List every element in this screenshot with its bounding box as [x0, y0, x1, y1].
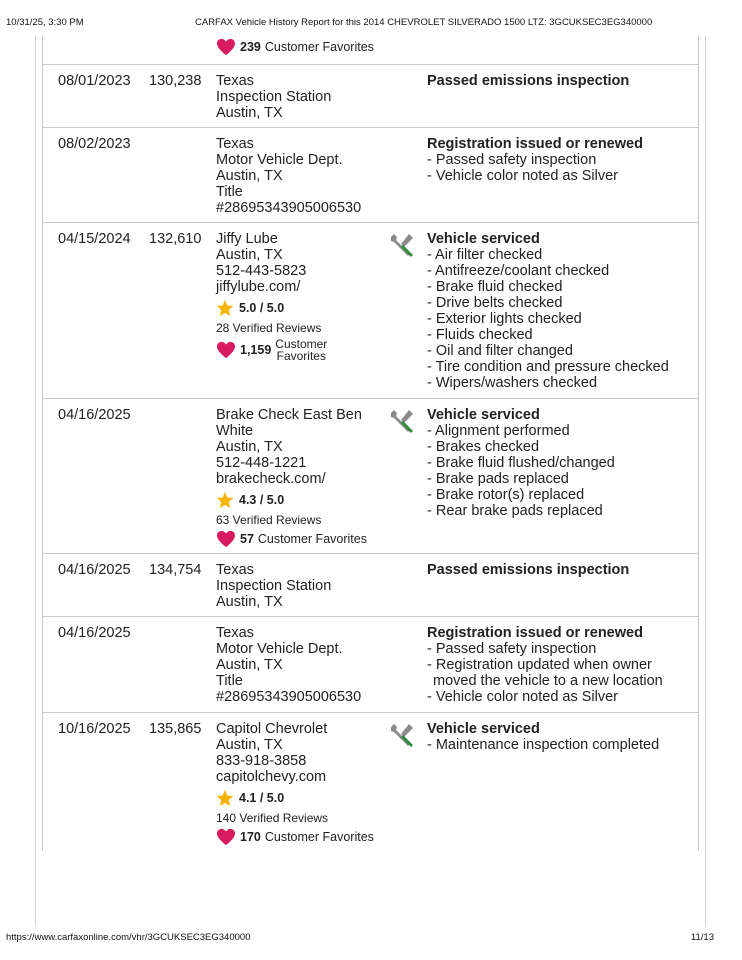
comment-item: - Tire condition and pressure checked	[427, 359, 669, 375]
record-odometer: 134,754	[149, 562, 202, 578]
record-source	[216, 136, 386, 216]
favorites-label: Customer Favorites	[264, 830, 374, 844]
comment-title: Vehicle serviced	[427, 721, 540, 737]
rating-value: 4.1 / 5.0	[239, 791, 285, 805]
top-customer-favorites	[216, 38, 374, 56]
record-date: 04/16/2025	[58, 407, 131, 423]
record-comments	[427, 721, 687, 753]
source-name[interactable]: Brake Check East Ben White	[216, 407, 362, 439]
comment-item: - Drive belts checked	[427, 295, 563, 311]
source-line: Title	[216, 673, 243, 689]
comment-item: - Vehicle color noted as Silver	[427, 689, 619, 705]
comment-item: - Oil and filter changed	[427, 343, 573, 359]
comment-item: - Passed safety inspection	[427, 152, 597, 168]
heart-icon	[216, 38, 236, 56]
comment-item: - Air filter checked	[427, 247, 543, 263]
comment-item: - Vehicle color noted as Silver	[427, 168, 619, 184]
verified-reviews[interactable]: 140 Verified Reviews	[216, 811, 329, 825]
comment-item: - Rear brake pads replaced	[427, 503, 603, 519]
source-line: Austin, TX	[216, 168, 283, 184]
star-icon	[216, 491, 234, 509]
source-line: Austin, TX	[216, 737, 283, 753]
source-line: Inspection Station	[216, 578, 332, 594]
comment-item: - Registration updated when owner moved the vehicle to a new location	[427, 657, 663, 689]
source-website[interactable]: jiffylube.com/	[216, 279, 301, 295]
source-phone: 512-448-1221	[216, 455, 307, 471]
comment-title: Passed emissions inspection	[427, 562, 630, 578]
record-source	[216, 73, 386, 121]
history-record	[43, 64, 698, 127]
source-line: Texas	[216, 136, 254, 152]
verified-reviews[interactable]: 28 Verified Reviews	[216, 321, 322, 335]
heart-icon	[216, 341, 236, 359]
comment-item: - Passed safety inspection	[427, 641, 597, 657]
source-website[interactable]: brakecheck.com/	[216, 471, 326, 487]
source-line: Austin, TX	[216, 594, 283, 610]
favorites-count: 1,159	[240, 343, 272, 357]
rating-value: 4.3 / 5.0	[239, 493, 285, 507]
source-line: #28695343905006530	[216, 689, 362, 705]
comment-item: - Brake fluid checked	[427, 279, 563, 295]
service-tools-icon	[387, 231, 417, 261]
record-comments	[427, 562, 687, 578]
comment-item: - Brake rotor(s) replaced	[427, 487, 585, 503]
heart-icon	[216, 530, 236, 548]
rating	[216, 789, 386, 807]
record-comments	[427, 136, 687, 184]
comment-item: - Wipers/washers checked	[427, 375, 598, 391]
record-date: 10/16/2025	[58, 721, 131, 737]
comment-title: Vehicle serviced	[427, 231, 540, 247]
record-comments	[427, 625, 672, 705]
verified-reviews[interactable]: 63 Verified Reviews	[216, 513, 322, 527]
comment-title: Registration issued or renewed	[427, 625, 643, 641]
source-line: Title	[216, 184, 243, 200]
favorites-label	[275, 338, 327, 362]
source-name[interactable]: Capitol Chevrolet	[216, 721, 328, 737]
star-icon	[216, 789, 234, 807]
report-title: CARFAX Vehicle History Report for this 2014 CHEVROLET SILVERADO 1500 LTZ: 3GCUKSEC3EG340000	[195, 17, 653, 28]
source-line: Texas	[216, 625, 254, 641]
history-record	[43, 222, 698, 398]
history-record	[43, 712, 698, 851]
record-comments	[427, 231, 687, 391]
history-record	[43, 127, 698, 222]
source-line: Austin, TX	[216, 247, 283, 263]
record-date: 04/15/2024	[58, 231, 131, 247]
favorites-label-line: Favorites	[276, 349, 326, 363]
history-record	[43, 398, 698, 553]
record-date: 08/01/2023	[58, 73, 131, 89]
record-source	[216, 231, 386, 362]
favorites-label: Customer Favorites	[264, 40, 374, 54]
history-record	[43, 553, 698, 616]
rating	[216, 299, 386, 317]
service-tools-icon	[387, 721, 417, 751]
record-date: 08/02/2023	[58, 136, 131, 152]
customer-favorites	[216, 338, 386, 362]
record-date: 04/16/2025	[58, 562, 131, 578]
record-date: 04/16/2025	[58, 625, 131, 641]
rating-value: 5.0 / 5.0	[239, 301, 285, 315]
page-frame-right	[705, 36, 706, 926]
source-line: Motor Vehicle Dept.	[216, 152, 343, 168]
comment-item: - Brake fluid flushed/changed	[427, 455, 615, 471]
comment-item: - Alignment performed	[427, 423, 570, 439]
favorites-count: 57	[240, 532, 254, 546]
source-line: Texas	[216, 562, 254, 578]
print-datetime: 10/31/25, 3:30 PM	[6, 17, 84, 28]
customer-favorites	[216, 828, 386, 846]
comment-item: - Maintenance inspection completed	[427, 737, 660, 753]
rating	[216, 491, 376, 509]
source-line: #28695343905006530	[216, 200, 362, 216]
page-url[interactable]: https://www.carfaxonline.com/vhr/3GCUKSEC3EG340000	[6, 932, 251, 943]
record-source	[216, 721, 386, 846]
source-name[interactable]: Jiffy Lube	[216, 231, 278, 247]
source-line: Motor Vehicle Dept.	[216, 641, 343, 657]
source-line: Austin, TX	[216, 657, 283, 673]
record-comments	[427, 73, 687, 89]
source-phone: 833-918-3858	[216, 753, 307, 769]
page-number: 11/13	[690, 932, 714, 943]
record-odometer: 135,865	[149, 721, 202, 737]
source-line: Austin, TX	[216, 439, 283, 455]
comment-item: - Brakes checked	[427, 439, 540, 455]
comment-title: Vehicle serviced	[427, 407, 540, 423]
heart-icon	[216, 828, 236, 846]
page-frame-left	[35, 36, 36, 926]
source-phone: 512-443-5823	[216, 263, 307, 279]
record-comments	[427, 407, 687, 519]
table-border-right	[698, 36, 699, 851]
source-website[interactable]: capitolchevy.com	[216, 769, 327, 785]
star-icon	[216, 299, 234, 317]
favorites-count: 239	[240, 40, 261, 54]
favorites-label-line: Customer	[275, 337, 328, 351]
comment-item: - Antifreeze/coolant checked	[427, 263, 610, 279]
comment-item: - Brake pads replaced	[427, 471, 569, 487]
record-source	[216, 625, 386, 705]
service-tools-icon	[387, 407, 417, 437]
comment-title: Registration issued or renewed	[427, 136, 643, 152]
history-record	[43, 616, 698, 712]
source-line: Inspection Station	[216, 89, 332, 105]
record-odometer: 132,610	[149, 231, 202, 247]
comment-title: Passed emissions inspection	[427, 73, 630, 89]
comment-item: - Exterior lights checked	[427, 311, 582, 327]
record-source	[216, 562, 386, 610]
source-line: Austin, TX	[216, 105, 283, 121]
record-source	[216, 407, 376, 548]
customer-favorites	[216, 530, 376, 548]
favorites-label: Customer Favorites	[257, 532, 367, 546]
favorites-count: 170	[240, 830, 261, 844]
record-odometer: 130,238	[149, 73, 202, 89]
comment-item: - Fluids checked	[427, 327, 533, 343]
source-line: Texas	[216, 73, 254, 89]
